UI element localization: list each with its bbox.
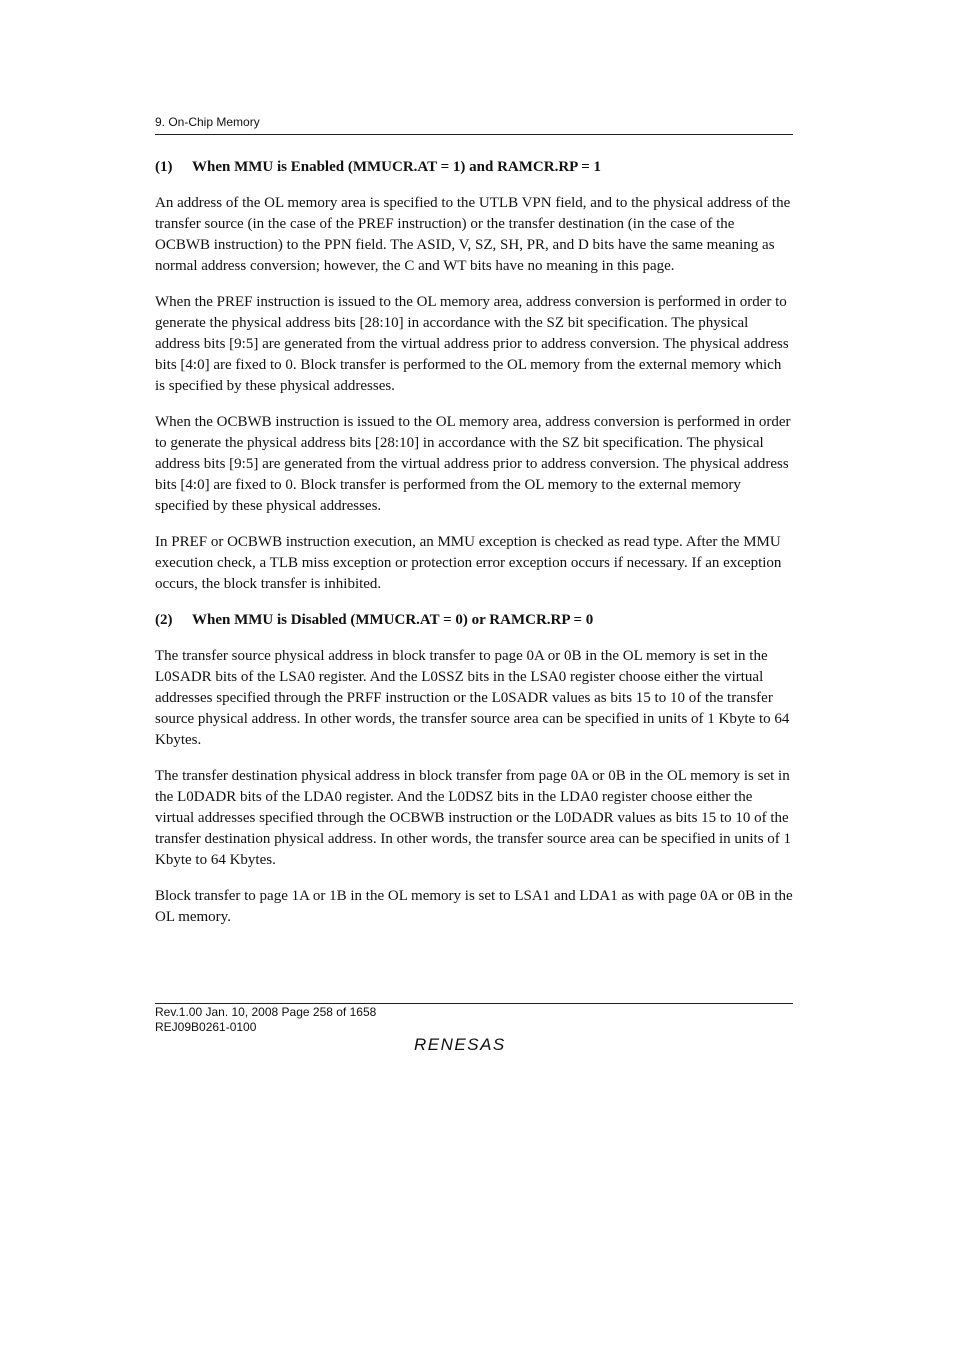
document-code: REJ09B0261-0100: [155, 1020, 257, 1034]
paragraph: In PREF or OCBWB instruction execution, an MMU exception is checked as read type. After the MMU execution check, a TLB miss exception or protection error exception occurs if necessary. If an exception occurs, the block transfer is inhibited.: [155, 534, 782, 592]
paragraph: An address of the OL memory area is specified to the UTLB VPN field, and to the physical address of the transfer source (in the case of the PREF instruction) or the transfer destination (in the case of the OCBWB instruction) to the PPN field. The ASID, V, SZ, SH, PR, and D bits have the same meaning as normal address conversion; however, the C and WT bits have no meaning in this page.: [155, 195, 791, 274]
section-number: (1): [155, 159, 173, 175]
paragraph: Block transfer to page 1A or 1B in the OL memory is set to LSA1 and LDA1 as with page 0A or 0B in the OL memory.: [155, 888, 793, 925]
running-header: 9. On-Chip Memory: [155, 115, 260, 129]
renesas-logo: [414, 1034, 534, 1054]
logo-wordmark: RENESAS: [414, 1035, 506, 1054]
paragraph: The transfer destination physical address in block transfer from page 0A or 0B in the OL memory is set in the L0DADR bits of the LDA0 register. And the L0DSZ bits in the LDA0 register choose either the virtual addresses specified through the OCBWB instruction or the L0DADR values as bits 15 to 10 of the transfer destination physical address. In other words, the transfer source area can be specified in units of 1 Kbyte to 64 Kbytes.: [155, 768, 792, 868]
page-footer: [155, 1005, 376, 1035]
section-heading-2: [155, 610, 793, 631]
section-number: (2): [155, 612, 173, 628]
section-title: When MMU is Disabled (MMUCR.AT = 0) or RAMCR.RP = 0: [192, 612, 594, 628]
header-divider: [155, 134, 793, 135]
footer-divider: [155, 1003, 793, 1004]
paragraph: The transfer source physical address in block transfer to page 0A or 0B in the OL memory is set in the L0SADR bits of the LSA0 register. And the L0SSZ bits in the LSA0 register choose either the virtual addresses specified through the PRFF instruction or the L0SADR values as bits 15 to 10 of the transfer source physical address. In other words, the transfer source area can be specified in units of 1 Kbyte to 64 Kbytes.: [155, 648, 790, 748]
section-title: When MMU is Enabled (MMUCR.AT = 1) and RAMCR.RP = 1: [192, 159, 602, 175]
page-body: [155, 157, 793, 943]
paragraph: When the PREF instruction is issued to the OL memory area, address conversion is performed in order to generate the physical address bits [28:10] in accordance with the SZ bit specification. The physical address bits [9:5] are generated from the virtual address prior to address conversion. The physical address bits [4:0] are fixed to 0. Block transfer is performed to the OL memory from the external memory which is specified by these physical addresses.: [155, 294, 789, 394]
revision-line: Rev.1.00 Jan. 10, 2008 Page 258 of 1658: [155, 1005, 377, 1019]
paragraph: When the OCBWB instruction is issued to the OL memory area, address conversion is performed in order to generate the physical address bits [28:10] in accordance with the SZ bit specification. The physical address bits [9:5] are generated from the virtual address prior to address conversion. The physical address bits [4:0] are fixed to 0. Block transfer is performed from the OL memory to the external memory specified by these physical addresses.: [155, 414, 791, 514]
section-heading-1: [155, 157, 793, 178]
